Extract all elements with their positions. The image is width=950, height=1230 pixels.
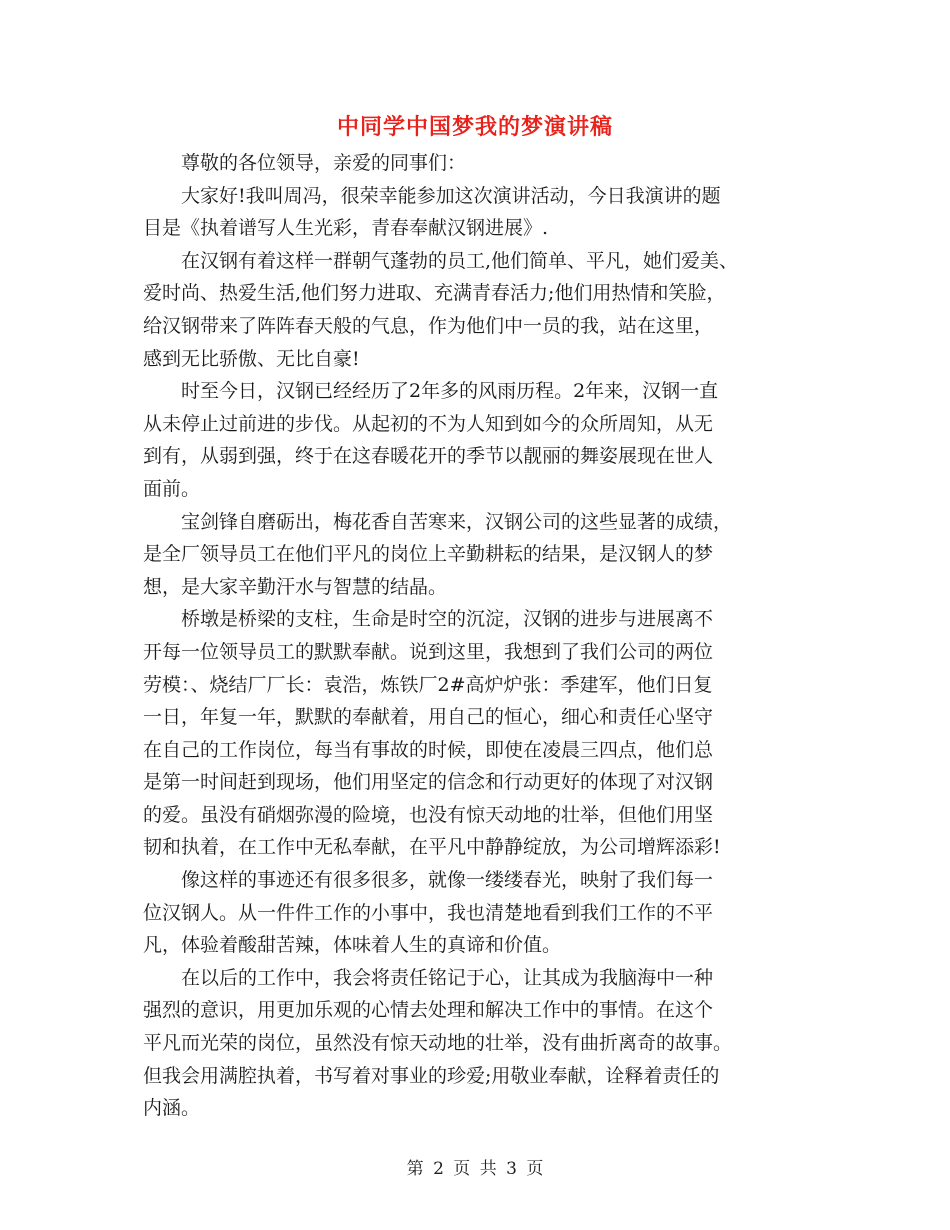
footer-current-page: 2	[433, 1159, 444, 1179]
paragraph-employees: 在汉钢有着这样一群朝气蓬勃的员工,他们简单、平凡，她们爱美、 爱时尚、热爱生活,他们努力进取、充满青春活力;他们用热情和笑脸， 给汉钢带来了阵阵春天般的气息，作为他们中一员的我，站在这里， 感到无比骄傲、无比自豪!	[143, 249, 739, 370]
paragraph-intro: 大家好!我叫周冯，很荣幸能参加这次演讲活动，今日我演讲的题 目是《执着谱写人生光彩，青春奉献汉钢进展》.	[143, 184, 721, 240]
paragraph-salutation: 尊敬的各位领导，亲爱的同事们：	[181, 152, 467, 174]
paragraph-examples: 像这样的事迹还有很多很多，就像一缕缕春光，映射了我们每一 位汉钢人。从一件件工作的小事中，我也清楚地看到我们工作的不平 凡，体验着酸甜苦辣，体味着人生的真谛和价值。	[143, 869, 714, 957]
footer-total-word: 共	[479, 1159, 497, 1179]
footer-page-word: 页	[453, 1159, 471, 1179]
document-title: 中同学中国梦我的梦演讲稿	[336, 114, 613, 140]
paragraph-commitment: 在以后的工作中，我会将责任铭记于心，让其成为我脑海中一种 强烈的意识，用更加乐观的心情去处理和解决工作中的事情。在这个 平凡而光荣的岗位，虽然没有惊天动地的壮举，没有曲折离奇的故事。 但我会用满腔执着，书写着对事业的珍爱;用敬业奉献，诠释着责任的 内涵。	[143, 966, 733, 1120]
footer-prefix: 第	[406, 1159, 424, 1179]
page-footer	[0, 1154, 950, 1179]
paragraph-model-workers: 桥墩是桥梁的支柱，生命是时空的沉淀，汉钢的进步与进展离不 开每一位领导员工的默默奉献。说到这里，我想到了我们公司的两位 劳模：、烧结厂厂长：袁浩，炼铁厂2#高炉炉张：季建军，他们日复 一日，年复一年，默默的奉献着，用自己的恒心，细心和责任心坚守 在自己的工作岗位，每当有事故的时候，即使在凌晨三四点，他们总 是第一时间赶到现场，他们用坚定的信念和行动更好的体现了对汉钢 的爱。虽没有硝烟弥漫的险境，也没有惊天动地的壮举，但他们用坚 韧和执着，在工作中无私奉献，在平凡中静静绽放，为公司增辉添彩!	[143, 608, 721, 859]
footer-total-pages: 3	[506, 1159, 517, 1179]
paragraph-history: 时至今日，汉钢已经经历了2年多的风雨历程。2年来，汉钢一直 从未停止过前进的步伐。从起初的不为人知到如今的众所周知，从无 到有，从弱到强，终于在这春暖花开的季节以靓丽的舞姿展现在世人 面前。	[143, 380, 719, 500]
document-body	[143, 147, 828, 1125]
footer-suffix: 页	[526, 1159, 544, 1179]
paragraph-achievements: 宝剑锋自磨砺出，梅花香自苦寒来，汉钢公司的这些显著的成绩， 是全厂领导员工在他们平凡的岗位上辛勤耕耘的结果，是汉钢人的梦 想，是大家辛勤汗水与智慧的结晶。	[143, 510, 733, 598]
